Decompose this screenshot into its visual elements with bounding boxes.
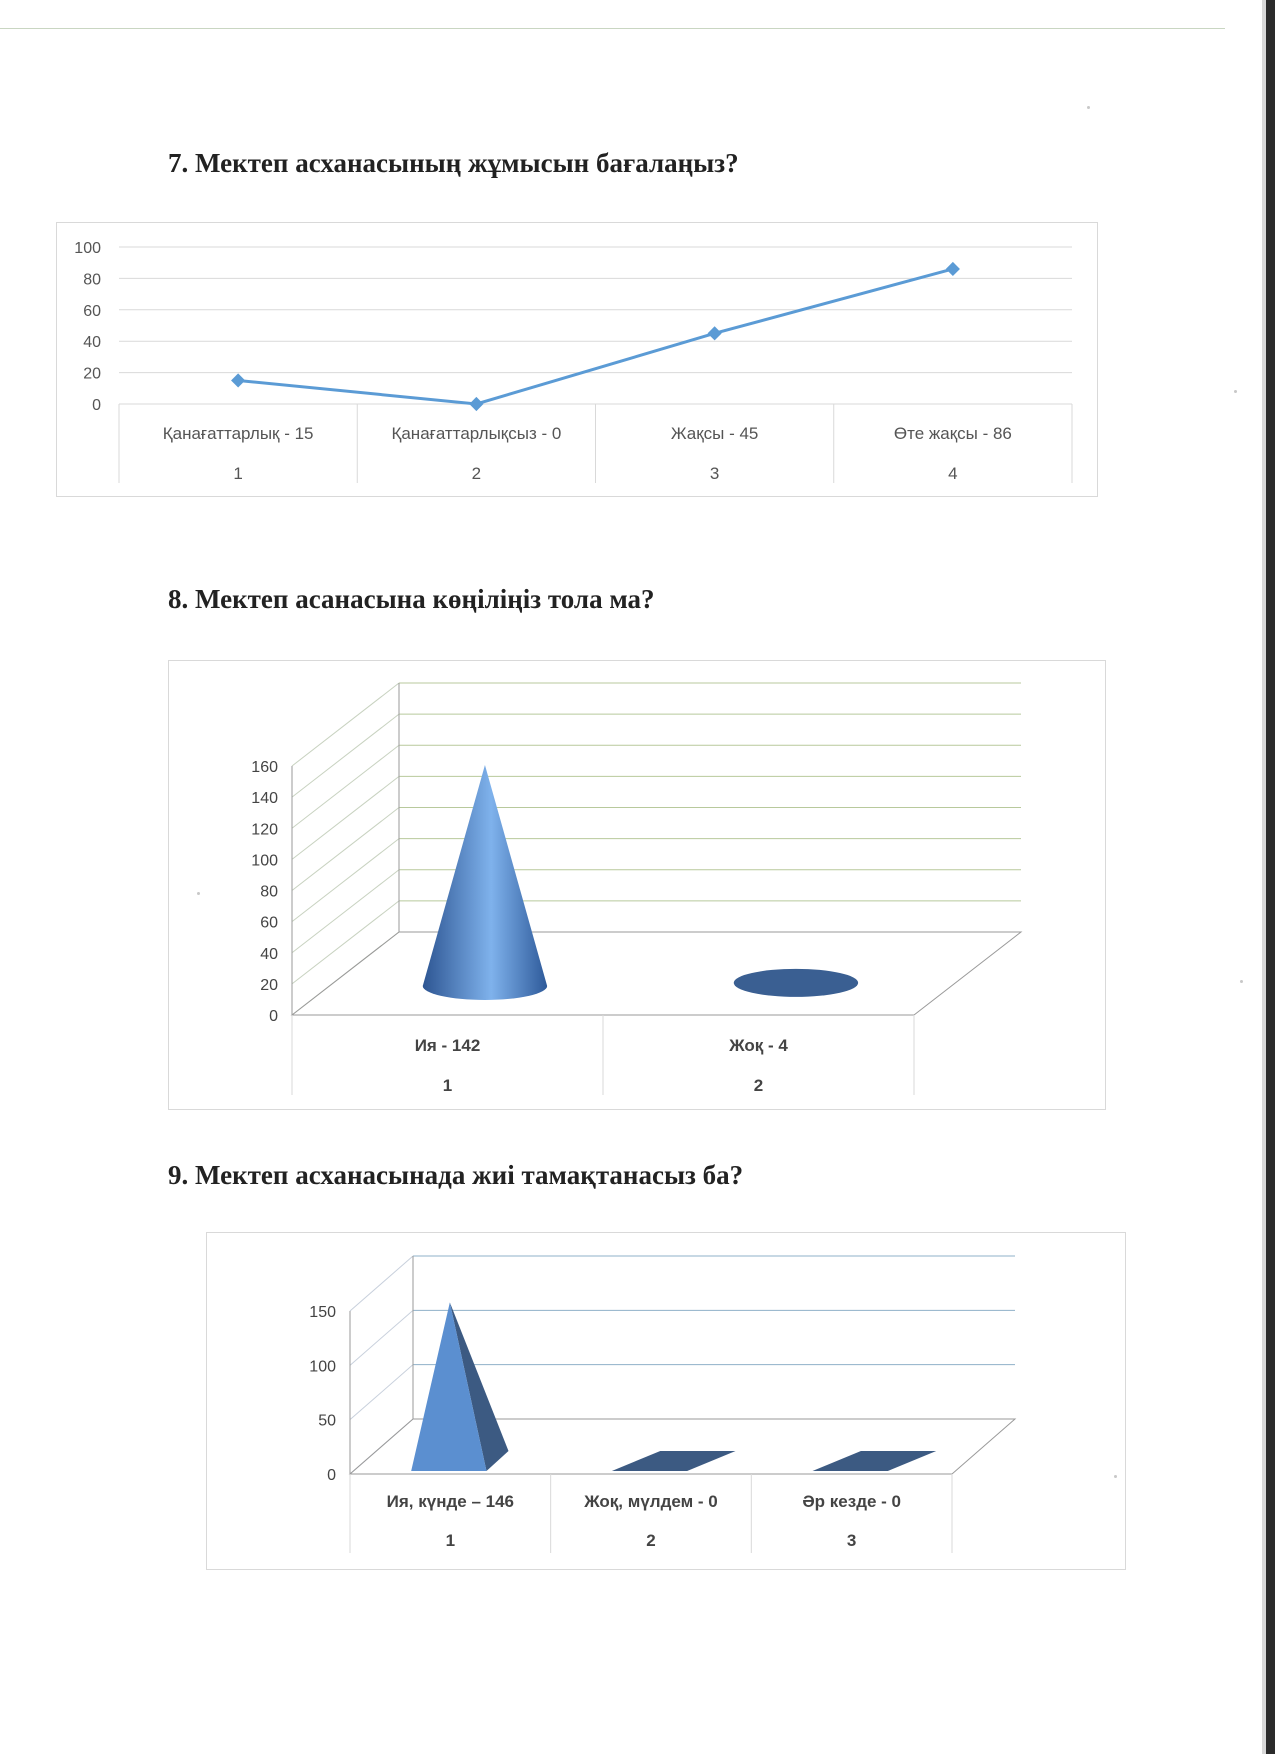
chart-q9-pyramid bbox=[207, 1233, 1125, 1569]
bar-cone-base bbox=[734, 969, 858, 997]
x-category-number: 2 bbox=[753, 1076, 764, 1095]
question-7-title: 7. Мектеп асханасының жұмысын бағалаңыз? bbox=[168, 148, 739, 178]
scan-edge-dark bbox=[1266, 0, 1275, 1754]
side-wall-gridline bbox=[292, 901, 399, 984]
x-category-number: 3 bbox=[846, 1531, 857, 1550]
x-category-label: Жоқ - 4 bbox=[729, 1036, 788, 1055]
bar-pyramid-base bbox=[813, 1451, 937, 1471]
chart-q8-frame bbox=[168, 660, 1106, 1110]
y-tick-label: 20 bbox=[83, 365, 101, 383]
side-wall-gridline bbox=[292, 808, 399, 891]
x-category-label: Қанағаттарлық - 15 bbox=[162, 424, 314, 443]
side-wall-gridline bbox=[292, 839, 399, 922]
data-point-marker bbox=[231, 373, 245, 387]
side-wall-gridline bbox=[292, 714, 399, 797]
x-category-label: Жоқ, мүлдем - 0 bbox=[584, 1492, 718, 1511]
x-category-number: 3 bbox=[709, 464, 720, 483]
y-tick-label: 120 bbox=[251, 821, 278, 839]
side-wall-gridline bbox=[292, 745, 399, 828]
y-tick-label: 140 bbox=[251, 790, 278, 808]
y-tick-label: 150 bbox=[309, 1304, 336, 1321]
y-tick-label: 0 bbox=[269, 1008, 278, 1025]
scan-speck bbox=[1114, 1475, 1117, 1478]
bar-pyramid-base bbox=[612, 1451, 736, 1471]
x-category-number: 2 bbox=[646, 1531, 656, 1550]
data-point-marker bbox=[469, 397, 483, 411]
side-wall-gridline bbox=[350, 1365, 413, 1420]
y-tick-label: 100 bbox=[251, 852, 278, 870]
y-tick-label: 40 bbox=[83, 334, 101, 352]
y-tick-label: 80 bbox=[83, 271, 101, 289]
chart-q7-line bbox=[57, 223, 1097, 496]
data-point-marker bbox=[708, 326, 722, 340]
side-wall-gridline bbox=[350, 1310, 413, 1365]
side-wall-gridline bbox=[350, 1256, 413, 1311]
page-top-rule bbox=[0, 28, 1225, 29]
x-category-label: Ия, күнде – 146 bbox=[386, 1492, 514, 1511]
series-line bbox=[238, 269, 953, 404]
data-point-marker bbox=[946, 262, 960, 276]
scan-speck bbox=[1234, 390, 1237, 393]
question-9-title: 9. Мектеп асханасынада жиі тамақтанасыз ба? bbox=[168, 1160, 744, 1190]
x-category-label: Ия - 142 bbox=[414, 1036, 481, 1055]
question-8-title: 8. Мектеп асанасына көңіліңіз тола ма? bbox=[168, 584, 655, 614]
y-tick-label: 40 bbox=[260, 945, 278, 963]
y-tick-label: 100 bbox=[309, 1358, 336, 1376]
x-category-number: 2 bbox=[471, 464, 482, 483]
y-tick-label: 0 bbox=[92, 397, 101, 414]
scan-speck bbox=[1087, 106, 1090, 109]
side-wall-gridline bbox=[292, 870, 399, 953]
side-wall-gridline bbox=[292, 776, 399, 859]
x-category-number: 1 bbox=[442, 1076, 453, 1095]
y-tick-label: 50 bbox=[318, 1412, 336, 1430]
y-tick-label: 100 bbox=[74, 240, 101, 257]
x-category-label: Әр кезде - 0 bbox=[802, 1492, 902, 1511]
chart-q8-cone bbox=[169, 661, 1105, 1109]
floor-plane bbox=[292, 932, 1021, 1015]
x-category-number: 4 bbox=[948, 464, 958, 483]
scan-speck bbox=[197, 892, 200, 895]
y-tick-label: 0 bbox=[327, 1467, 336, 1484]
x-category-label: Қанағаттарлықсыз - 0 bbox=[391, 424, 562, 443]
y-tick-label: 80 bbox=[260, 883, 278, 901]
x-category-label: Өте жақсы - 86 bbox=[893, 424, 1012, 443]
y-tick-label: 160 bbox=[251, 759, 278, 776]
chart-q9-frame bbox=[206, 1232, 1126, 1570]
x-category-label: Жақсы - 45 bbox=[670, 424, 759, 443]
y-tick-label: 60 bbox=[83, 302, 101, 320]
side-wall-gridline bbox=[292, 683, 399, 766]
y-tick-label: 60 bbox=[260, 914, 278, 932]
x-category-number: 1 bbox=[233, 464, 243, 483]
y-tick-label: 20 bbox=[260, 976, 278, 994]
x-category-number: 1 bbox=[445, 1531, 456, 1550]
chart-q7-frame bbox=[56, 222, 1098, 497]
scan-speck bbox=[1240, 980, 1243, 983]
bar-cone bbox=[423, 765, 547, 1000]
